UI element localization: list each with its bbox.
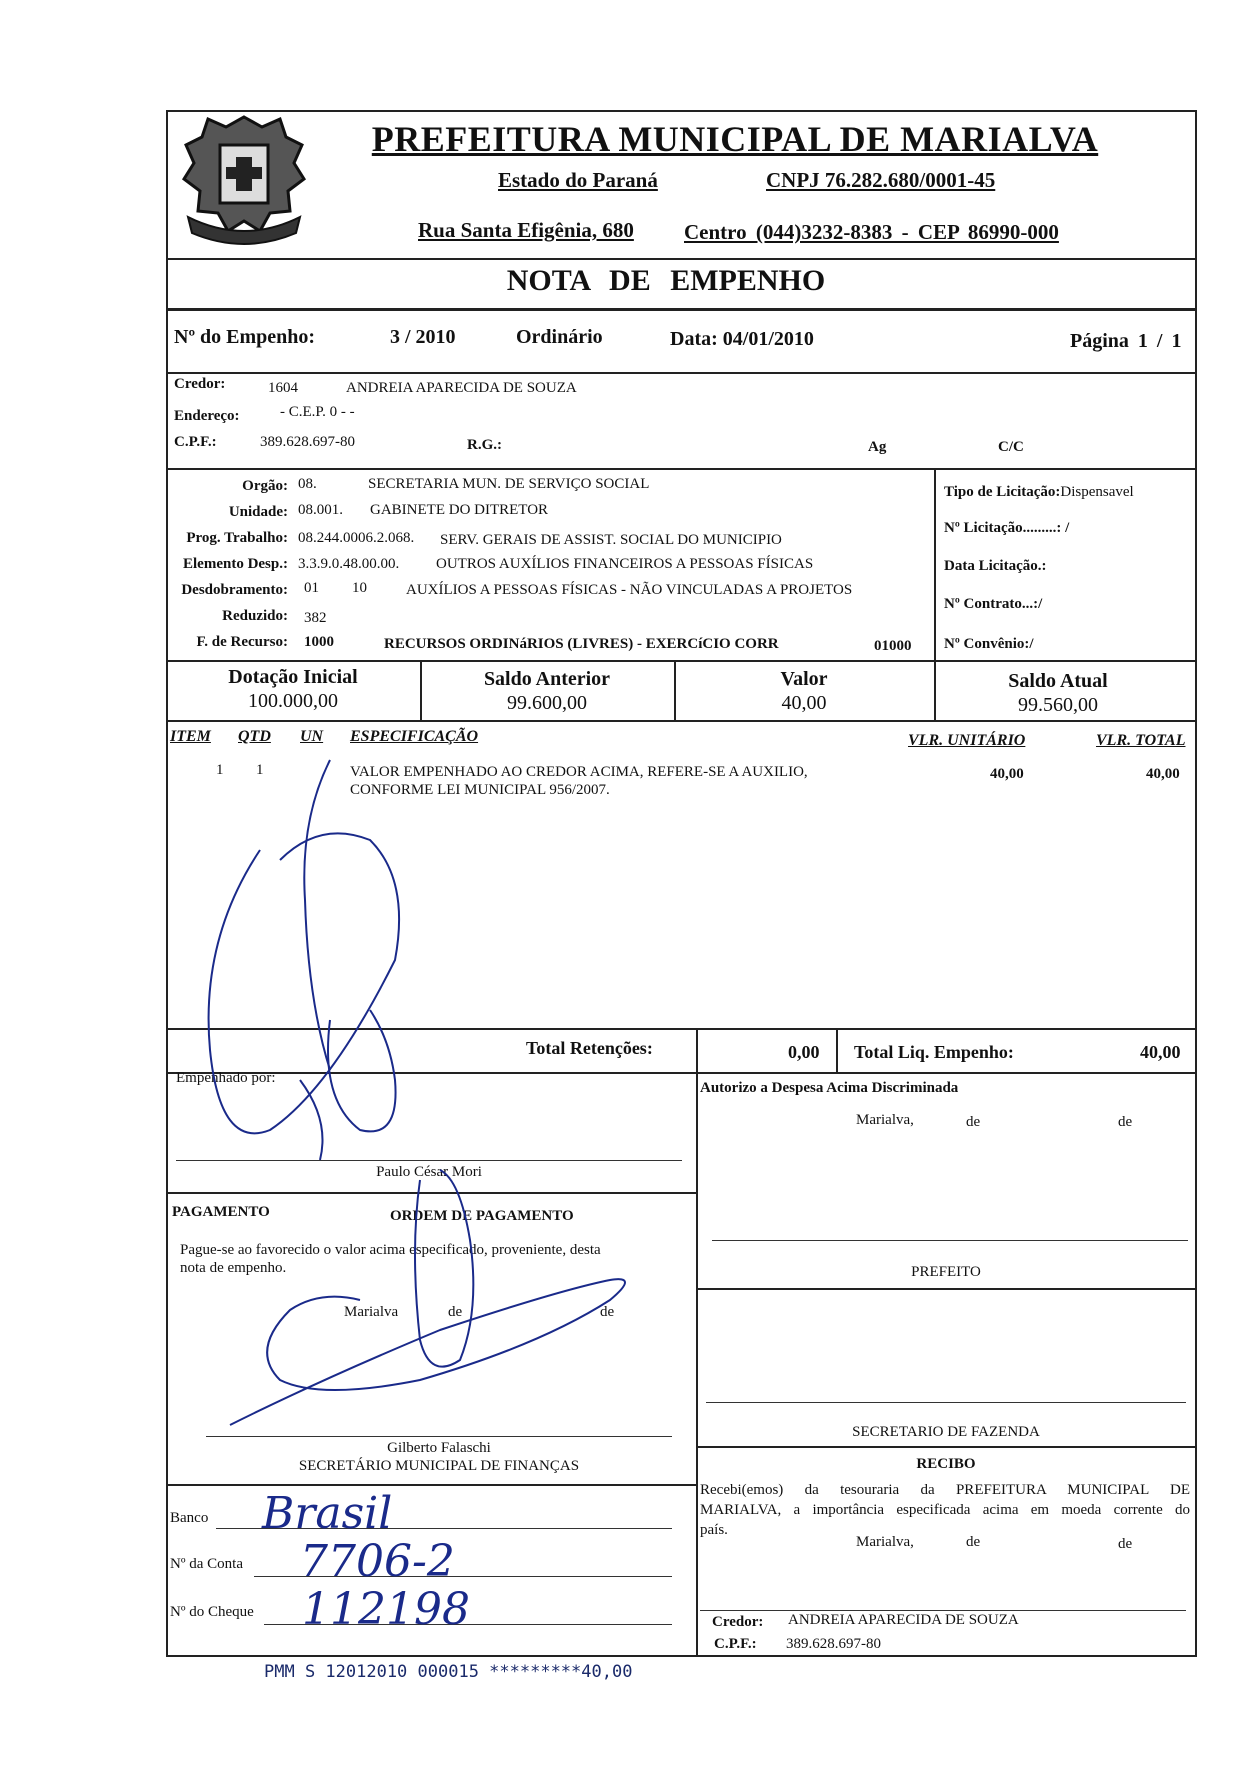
orgao-code: 08. bbox=[298, 476, 317, 492]
autorizo-label: Autorizo a Despesa Acima Discriminada bbox=[700, 1080, 959, 1096]
num-licitacao: Nº Licitação.........: / bbox=[944, 520, 1070, 536]
saldo-anterior-value: 99.600,00 bbox=[507, 692, 587, 714]
red-code: 382 bbox=[304, 610, 327, 626]
pagamento-de1: de bbox=[448, 1304, 463, 1320]
cheque-label: Nº do Cheque bbox=[170, 1604, 254, 1620]
unidade-label: Unidade: bbox=[228, 504, 288, 520]
num-convenio: Nº Convênio:/ bbox=[944, 636, 1034, 652]
credor-code: 1604 bbox=[268, 380, 298, 396]
item-total-value: 40,00 bbox=[1146, 766, 1180, 782]
secretario-fazenda-label: SECRETARIO DE FAZENDA bbox=[852, 1424, 1040, 1440]
conta-label: Nº da Conta bbox=[170, 1556, 243, 1572]
cheque-handwritten: 112198 bbox=[302, 1584, 470, 1635]
saldo-atual-label: Saldo Atual bbox=[1008, 670, 1108, 692]
cpf-value: 389.628.697-80 bbox=[260, 434, 355, 450]
item-qtd: 1 bbox=[256, 762, 264, 778]
col-un: UN bbox=[300, 728, 324, 745]
state-text: Estado do Paraná bbox=[498, 168, 658, 192]
ordem-pagamento-label: ORDEM DE PAGAMENTO bbox=[390, 1208, 574, 1224]
red-label: Reduzido: bbox=[222, 608, 288, 624]
pagamento-local: Marialva bbox=[344, 1304, 399, 1320]
rec-code: 1000 bbox=[304, 634, 334, 650]
empenho-date: Data: 04/01/2010 bbox=[670, 328, 814, 350]
col-item: ITEM bbox=[170, 728, 211, 745]
prog-name: SERV. GERAIS DE ASSIST. SOCIAL DO MUNICIPIO bbox=[440, 532, 782, 548]
empenhado-name: Paulo César Mori bbox=[376, 1164, 482, 1180]
col-total: VLR. TOTAL bbox=[1096, 732, 1186, 749]
recibo-local: Marialva, bbox=[856, 1534, 914, 1550]
item-espec-line1: VALOR EMPENHADO AO CREDOR ACIMA, REFERE-SE A AUXILIO, bbox=[350, 764, 808, 780]
recibo-de1: de bbox=[966, 1534, 981, 1550]
prog-label: Prog. Trabalho: bbox=[186, 530, 288, 546]
retencoes-value: 0,00 bbox=[788, 1042, 820, 1062]
rec-label: F. de Recurso: bbox=[196, 634, 288, 650]
recibo-credor-label: Credor: bbox=[712, 1614, 764, 1630]
liq-label: Total Liq. Empenho: bbox=[854, 1042, 1014, 1062]
empenho-type: Ordinário bbox=[516, 326, 603, 348]
recibo-de2: de bbox=[1118, 1536, 1133, 1552]
empenhado-label: Empenhado por: bbox=[176, 1070, 276, 1086]
saldo-atual-value: 99.560,00 bbox=[1018, 694, 1098, 716]
item-number: 1 bbox=[216, 762, 224, 778]
data-licitacao: Data Licitação.: bbox=[944, 558, 1047, 574]
desd-label: Desdobramento: bbox=[181, 582, 288, 598]
col-unit: VLR. UNITÁRIO bbox=[908, 732, 1026, 749]
elem-code: 3.3.9.0.48.00.00. bbox=[298, 556, 400, 572]
saldo-anterior-label: Saldo Anterior bbox=[483, 668, 611, 690]
autorizo-de1: de bbox=[966, 1114, 981, 1130]
unidade-code: 08.001. bbox=[298, 502, 343, 518]
orgao-label: Orgão: bbox=[242, 478, 288, 494]
num-contrato: Nº Contrato...:/ bbox=[944, 596, 1043, 612]
recibo-credor-name: ANDREIA APARECIDA DE SOUZA bbox=[788, 1612, 1019, 1628]
col-qtd: QTD bbox=[238, 728, 271, 745]
cnpj-text: CNPJ 76.282.680/0001-45 bbox=[766, 168, 996, 192]
cc-label: C/C bbox=[998, 439, 1024, 455]
pagamento-label: PAGAMENTO bbox=[172, 1204, 270, 1220]
retencoes-label: Total Retenções: bbox=[526, 1038, 653, 1058]
doc-title: NOTA DE EMPENHO bbox=[506, 264, 826, 297]
col-espec: ESPECIFICAÇÃO bbox=[350, 728, 479, 745]
ag-label: Ag bbox=[868, 439, 887, 455]
pague-text-line2: nota de empenho. bbox=[180, 1260, 287, 1276]
pagamento-de2: de bbox=[600, 1304, 615, 1320]
recibo-cpf-label: C.P.F.: bbox=[714, 1636, 757, 1652]
rg-label: R.G.: bbox=[467, 437, 502, 453]
empenho-number-label: Nº do Empenho: bbox=[174, 326, 316, 348]
endereco-label: Endereço: bbox=[174, 408, 240, 424]
autorizo-local: Marialva, bbox=[856, 1112, 914, 1128]
address-text: Centro (044)3232-8383 - CEP 86990-000 bbox=[684, 220, 1059, 244]
desd-code2: 10 bbox=[352, 580, 367, 596]
autorizo-de2: de bbox=[1118, 1114, 1133, 1130]
valor-value: 40,00 bbox=[781, 692, 827, 714]
tipo-licitacao-value: Dispensavel bbox=[1060, 484, 1134, 500]
elem-name: OUTROS AUXÍLIOS FINANCEIROS A PESSOAS FÍSICAS bbox=[436, 556, 814, 572]
empenho-number: 3 / 2010 bbox=[390, 326, 456, 348]
rec-name: RECURSOS ORDINáRIOS (LIVRES) - EXERCíCIO CORR bbox=[384, 636, 779, 652]
liq-value: 40,00 bbox=[1140, 1042, 1181, 1062]
endereco-value: - C.E.P. 0 - - bbox=[280, 404, 355, 420]
prog-code: 08.244.0006.2.068. bbox=[298, 530, 415, 546]
recibo-text-line3: país. bbox=[700, 1522, 728, 1538]
unidade-name: GABINETE DO DITRETOR bbox=[370, 502, 549, 518]
footer-stamp: PMM S 12012010 000015 *********40,00 bbox=[264, 1662, 633, 1682]
dotacao-inicial-label: Dotação Inicial bbox=[228, 666, 358, 688]
recibo-text-line1: Recebi(emos) da tesouraria da PREFEITURA MUNICIPAL DE bbox=[700, 1482, 1190, 1498]
page-title: PREFEITURA MUNICIPAL DE MARIALVA bbox=[371, 119, 1099, 159]
dotacao-inicial-value: 100.000,00 bbox=[248, 690, 338, 712]
desd-name: AUXÍLIOS A PESSOAS FÍSICAS - NÃO VINCULADAS A PROJETOS bbox=[406, 582, 853, 598]
elem-label: Elemento Desp.: bbox=[183, 556, 288, 572]
recibo-text-line2: MARIALVA, a importância especificada acima em moeda corrente do bbox=[700, 1502, 1190, 1518]
banco-label: Banco bbox=[170, 1510, 209, 1526]
banco-handwritten: Brasil bbox=[262, 1488, 393, 1539]
item-unit-value: 40,00 bbox=[990, 766, 1024, 782]
valor-label: Valor bbox=[780, 668, 828, 690]
item-espec-line2: CONFORME LEI MUNICIPAL 956/2007. bbox=[350, 782, 610, 798]
fin-name: Gilberto Falaschi bbox=[387, 1440, 491, 1456]
orgao-name: SECRETARIA MUN. DE SERVIÇO SOCIAL bbox=[368, 476, 650, 492]
credor-name: ANDREIA APARECIDA DE SOUZA bbox=[346, 380, 577, 396]
street-text: Rua Santa Efigênia, 680 bbox=[418, 218, 634, 242]
page-number: Página 1 / 1 bbox=[1070, 330, 1182, 352]
fin-title: SECRETÁRIO MUNICIPAL DE FINANÇAS bbox=[298, 1458, 580, 1474]
recibo-title: RECIBO bbox=[916, 1456, 976, 1472]
pague-text-line1: Pague-se ao favorecido o valor acima especificado, proveniente, desta bbox=[180, 1242, 601, 1258]
recibo-cpf-value: 389.628.697-80 bbox=[786, 1636, 881, 1652]
rec-code2: 01000 bbox=[874, 638, 912, 654]
desd-code1: 01 bbox=[304, 580, 319, 596]
prefeito-label: PREFEITO bbox=[911, 1264, 981, 1280]
cpf-label: C.P.F.: bbox=[174, 434, 217, 450]
credor-label: Credor: bbox=[174, 376, 226, 392]
tipo-licitacao-label: Tipo de Licitação: bbox=[944, 484, 1061, 500]
conta-handwritten: 7706-2 bbox=[300, 1536, 455, 1587]
